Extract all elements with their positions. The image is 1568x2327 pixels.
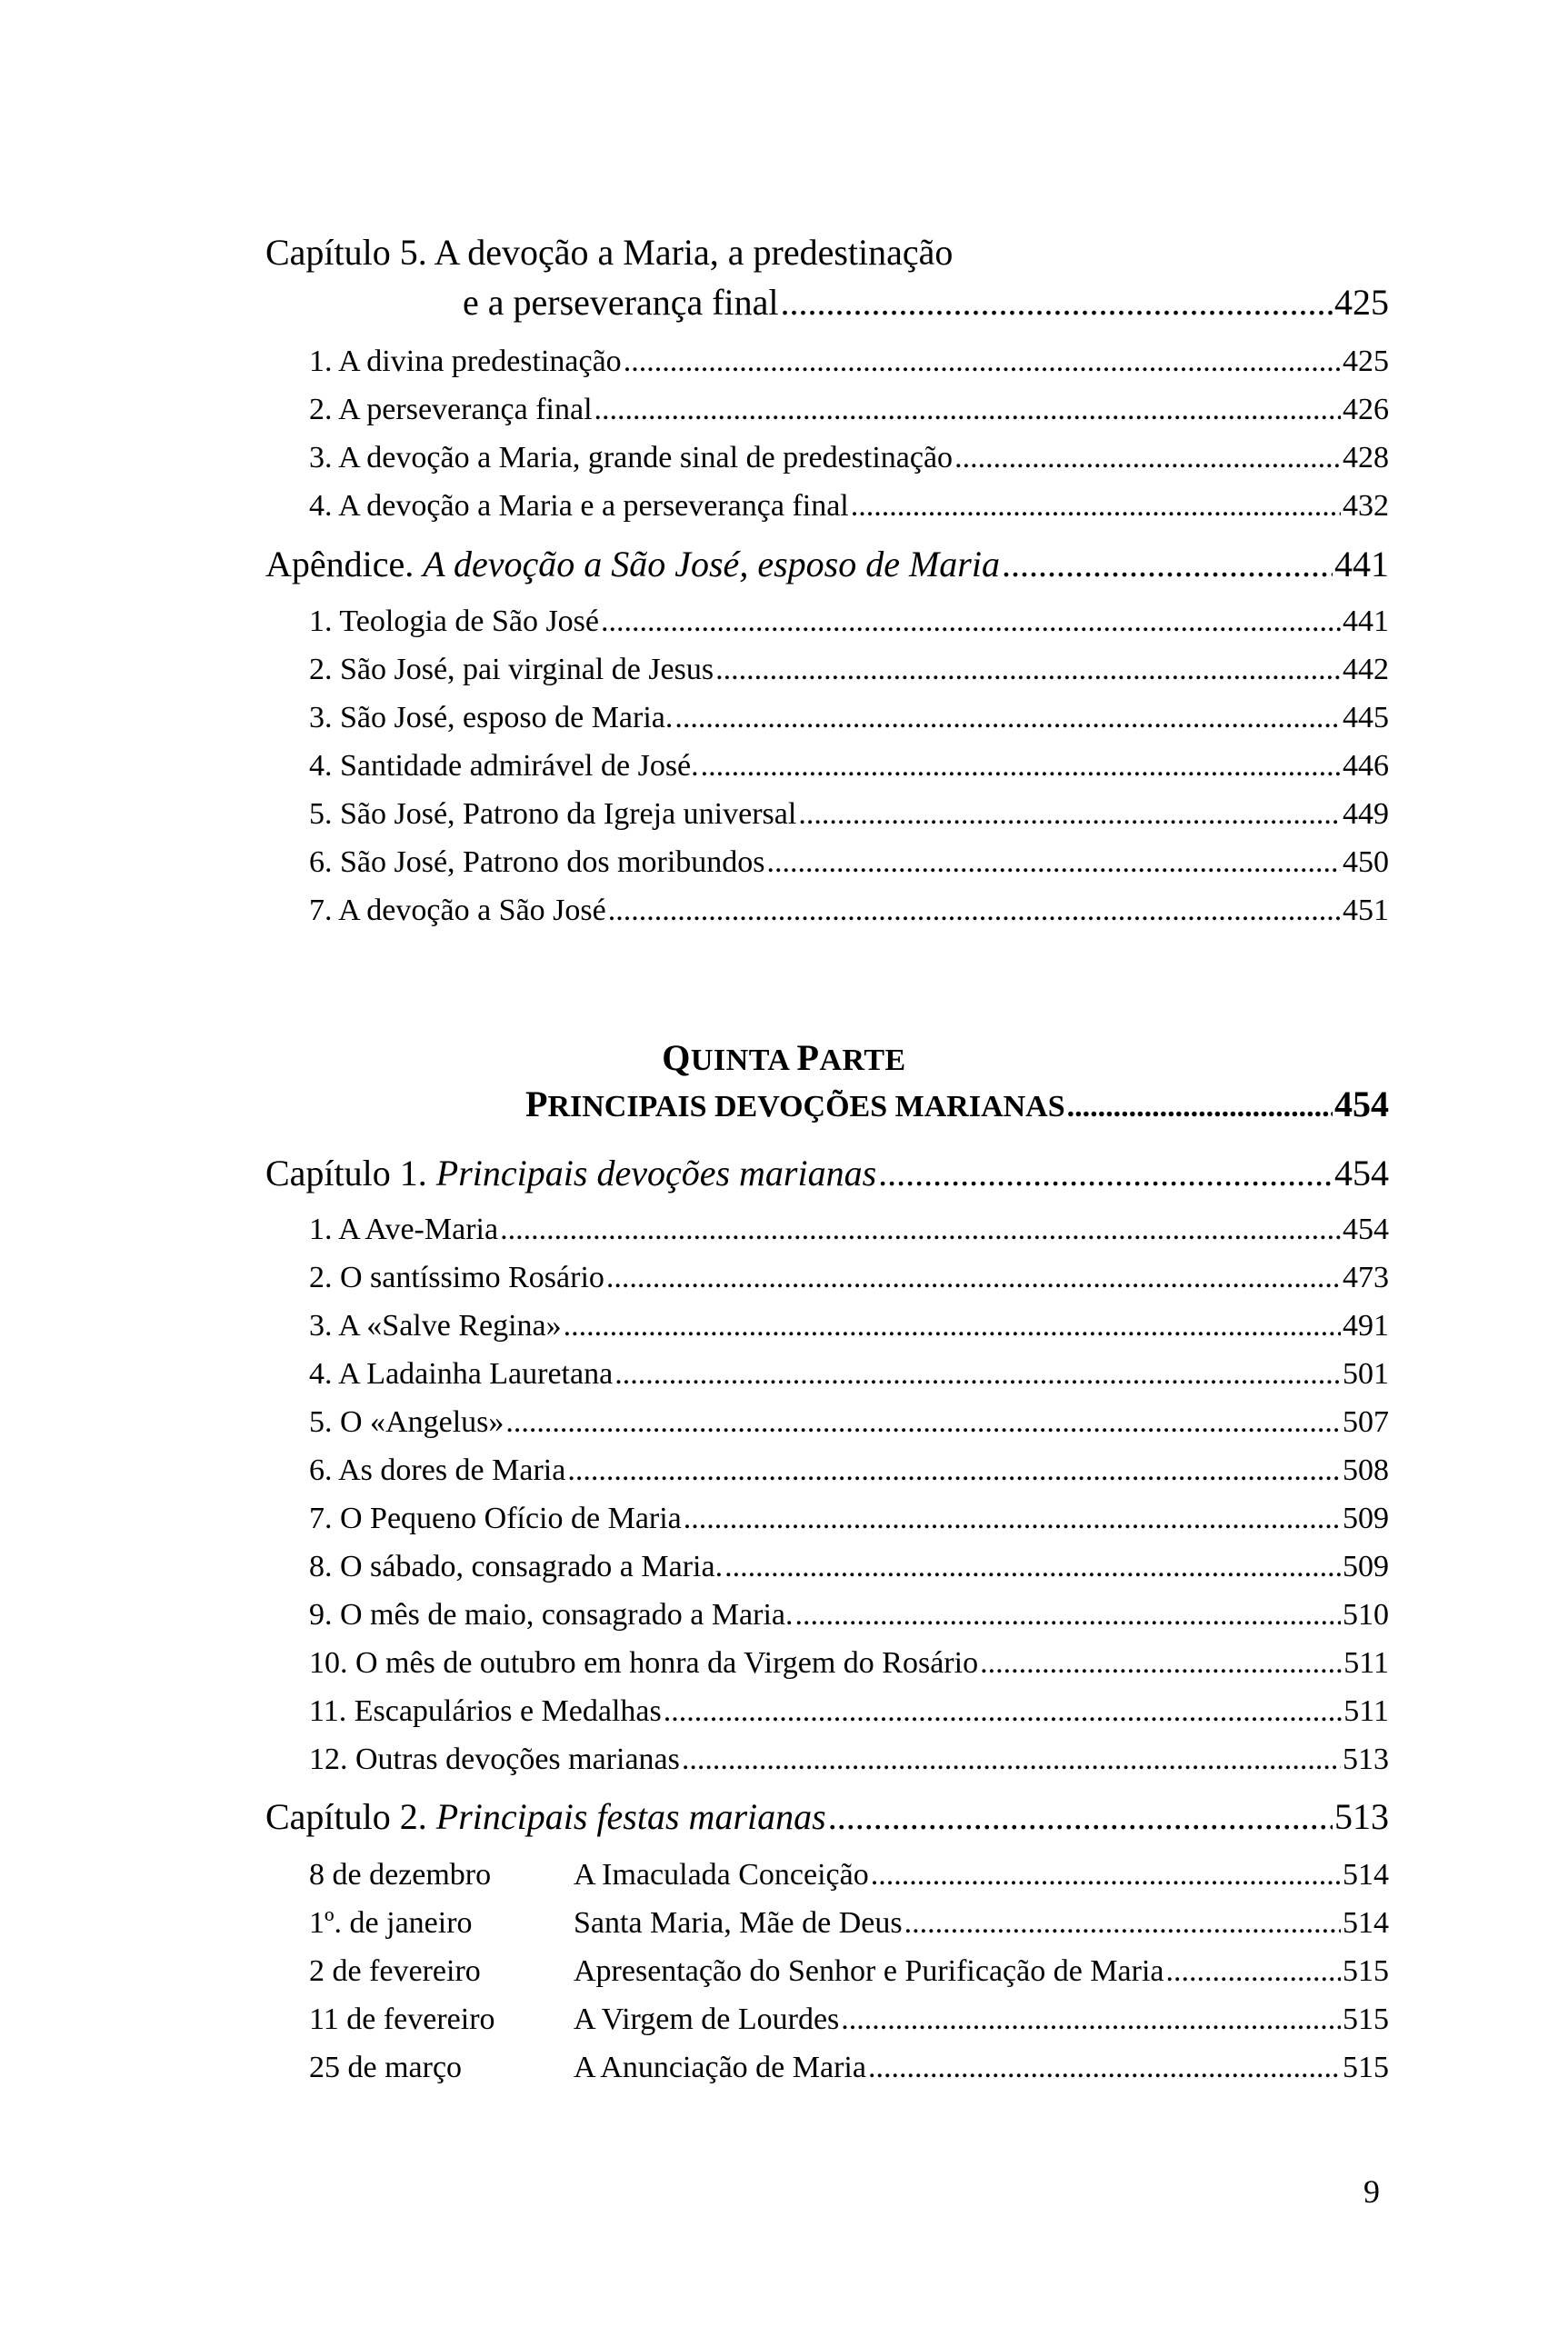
entry-page: 442 [1343,653,1389,686]
feast-date: 8 de dezembro [309,1858,492,1892]
chapter-2-label [265,1796,826,1838]
feast-page: 515 [1343,1954,1389,1988]
feast-entry [309,2002,1389,2037]
toc-entry [309,1404,1389,1440]
entry-page: 491 [1343,1309,1389,1343]
entry-label: 1. A Ave-Maria [309,1213,499,1246]
toc-entry [309,1693,1389,1729]
toc-entry [309,1453,1389,1488]
entry-label: 3. São José, esposo de Maria. [309,701,674,734]
chapter-2-heading [265,1796,1389,1838]
toc-entry [309,1645,1389,1681]
entry-label: 4. A Ladainha Lauretana [309,1357,614,1391]
leader-dots [878,1153,1333,1194]
leader-dots [798,796,1341,832]
entry-label: 7. A devoção a São José [309,894,606,927]
part-heading-rest: RINCIPAIS DEVOÇÕES MARIANAS [547,1090,1065,1124]
leader-dots [904,1905,1341,1941]
leader-dots [684,1501,1341,1536]
chapter-5-title-cont: e a perseverança final [463,282,779,323]
toc-entry [309,1260,1389,1295]
feast-page: 515 [1343,2002,1389,2036]
toc-entry [309,1308,1389,1343]
leader-dots [841,2002,1341,2037]
feast-label: A Anunciação de Maria [574,2051,866,2084]
entry-page: 432 [1343,489,1389,523]
leader-dots [767,844,1342,880]
appendix-heading [265,544,1389,585]
toc-entry [309,440,1389,475]
leader-dots [954,440,1341,475]
chapter-1-label [265,1153,876,1194]
part-heading-page: 454 [1334,1084,1389,1124]
entry-page: 511 [1343,1694,1389,1728]
entry-page: 507 [1343,1405,1389,1439]
entry-page: 513 [1343,1743,1389,1776]
leader-dots [828,1796,1333,1838]
entry-label: 10. O mês de outubro em honra da Virgem do Rosário [309,1646,979,1680]
leader-dots [715,652,1341,687]
leader-dots [614,1356,1341,1392]
entry-label: 4. Santidade admirável de José. [309,749,699,783]
part-title-initial: P [796,1037,820,1078]
chapter-prefix: Capítulo 1. [265,1153,436,1193]
leader-dots [1002,544,1333,585]
entry-page: 509 [1343,1502,1389,1535]
part-title-initial: Q [662,1037,691,1078]
feast-label: A Imaculada Conceição [574,1858,869,1892]
appendix-prefix: Apêndice. [265,544,424,584]
feast-entry [309,1857,1389,1893]
leader-dots [624,344,1341,379]
appendix-page: 441 [1334,544,1389,584]
leader-dots [1166,1953,1341,1989]
leader-dots [871,1857,1341,1893]
entry-label: 2. A perseverança final [309,393,593,426]
leader-dots [682,1742,1341,1777]
entry-label: 11. Escapulários e Medalhas [309,1694,662,1728]
toc-entry [309,893,1389,928]
entry-label: 6. São José, Patrono dos moribundos [309,845,765,879]
entry-label: 6. As dores de Maria [309,1453,566,1487]
entry-label: 1. Teologia de São José [309,604,599,638]
entry-label: 5. O «Angelus» [309,1405,504,1439]
part-title-rest: UINTA [690,1044,797,1077]
toc-entry [309,748,1389,784]
entry-page: 449 [1343,797,1389,831]
toc-entry [309,1501,1389,1536]
part-title [0,1036,1568,1079]
chapter-prefix: Capítulo 2. [265,1796,436,1837]
leader-dots [724,1549,1341,1584]
leader-dots [500,1212,1341,1247]
entry-page: 451 [1343,894,1389,927]
feast-date: 2 de fevereiro [309,1954,481,1988]
part-heading-label [525,1084,1065,1125]
entry-page: 473 [1343,1261,1389,1294]
entry-page: 501 [1343,1357,1389,1391]
leader-dots [781,282,1333,324]
entry-label: 8. O sábado, consagrado a Maria. [309,1550,724,1583]
entry-page: 511 [1343,1646,1389,1680]
chapter-1-heading [265,1153,1389,1194]
leader-dots [674,700,1341,735]
feast-label: A Virgem de Lourdes [574,2002,840,2036]
toc-entry [309,700,1389,735]
chapter-title: Principais devoções marianas [435,1153,877,1193]
entry-label: 7. O Pequeno Ofício de Maria [309,1502,682,1535]
entry-label: 5. São José, Patrono da Igreja universal [309,797,797,831]
feast-date: 11 de fevereiro [309,2002,495,2036]
feast-date: 1º. de janeiro [309,1906,473,1940]
toc-entry [309,1549,1389,1584]
entry-label: 2. São José, pai virginal de Jesus [309,653,714,686]
toc-entry [309,488,1389,524]
entry-label: 4. A devoção a Maria e a perseverança final [309,489,849,523]
toc-entry [309,1742,1389,1777]
entry-page: 446 [1343,749,1389,783]
chapter-title: Principais festas marianas [435,1796,826,1837]
chapter-page: 454 [1334,1153,1389,1193]
entry-page: 441 [1343,604,1389,638]
entry-page: 425 [1343,345,1389,378]
entry-label: 3. A «Salve Regina» [309,1309,562,1343]
leader-dots [664,1693,1343,1729]
feast-page: 514 [1343,1858,1389,1892]
toc-entry [309,796,1389,832]
leader-dots [868,2050,1341,2085]
feast-page: 514 [1343,1906,1389,1940]
entry-label: 9. O mês de maio, consagrado a Maria. [309,1598,794,1632]
chapter-5-title-line1: Capítulo 5. A devoção a Maria, a predestinação [265,232,954,273]
appendix-label [265,544,1000,585]
entry-label: 12. Outras devoções marianas [309,1743,680,1776]
feast-page: 515 [1343,2051,1389,2084]
entry-page: 428 [1343,441,1389,474]
appendix-title: A devoção a São José, esposo de Maria [423,544,1000,584]
chapter-5-title-line2 [463,282,1389,324]
entry-page: 454 [1343,1213,1389,1246]
toc-entry [309,604,1389,639]
page-number: 9 [1363,2173,1380,2210]
entry-label: 3. A devoção a Maria, grande sinal de predestinação [309,441,954,474]
toc-entry [309,652,1389,687]
toc-entry [309,392,1389,427]
part-heading [525,1084,1389,1125]
feast-label: Apresentação do Senhor e Purificação de Maria [574,1954,1164,1988]
feast-entry [309,1953,1389,1989]
leader-dots [505,1404,1341,1440]
chapter-5-page: 425 [1334,282,1389,323]
part-title-rest: ARTE [819,1044,906,1077]
leader-dots [608,893,1341,928]
entry-label: 2. O santíssimo Rosário [309,1261,604,1294]
toc-entry [309,1356,1389,1392]
leader-dots [980,1645,1342,1681]
leader-dots [701,748,1341,784]
entry-page: 450 [1343,845,1389,879]
entry-page: 445 [1343,701,1389,734]
toc-entry [309,844,1389,880]
toc-entry [309,1597,1389,1633]
leader-dots [851,488,1341,524]
entry-page: 508 [1343,1453,1389,1487]
leader-dots [606,1260,1341,1295]
toc-entry [309,344,1389,379]
feast-entry [309,1905,1389,1941]
entry-page: 426 [1343,393,1389,426]
entry-page: 509 [1343,1550,1389,1583]
feast-date: 25 de março [309,2051,463,2084]
leader-dots [601,604,1341,639]
part-heading-initial: P [525,1084,548,1124]
leader-dots [594,392,1341,427]
leader-dots [1067,1089,1333,1124]
entry-page: 510 [1343,1598,1389,1632]
feast-label: Santa Maria, Mãe de Deus [574,1906,903,1940]
chapter-page: 513 [1334,1796,1389,1837]
entry-label: 1. A divina predestinação [309,345,622,378]
toc-entry [309,1212,1389,1247]
feast-entry [309,2050,1389,2085]
leader-dots [567,1453,1341,1488]
leader-dots [564,1308,1341,1343]
leader-dots [795,1597,1342,1633]
